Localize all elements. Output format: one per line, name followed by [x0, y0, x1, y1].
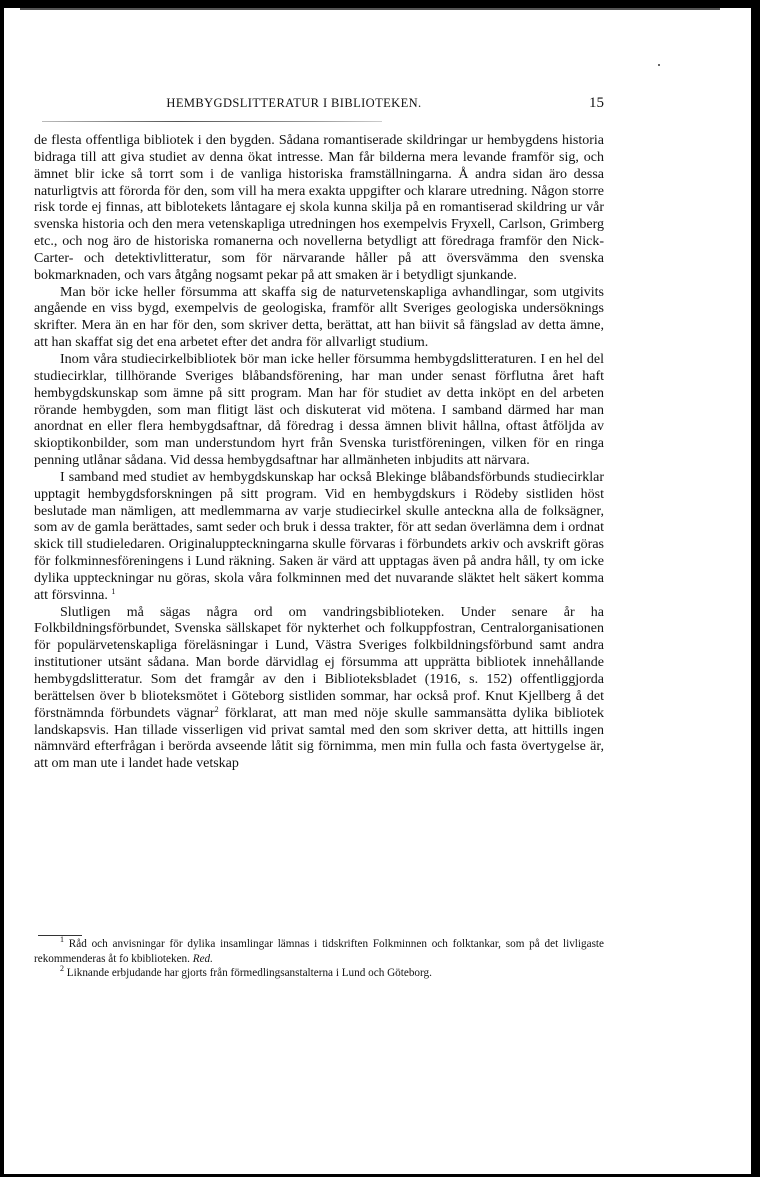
running-header [34, 96, 604, 116]
footnote-text: Råd och anvisningar för dylika insamlingar lämnas i tidskriften Folkminnen och folktankar, som på det livligaste rekommenderas åt fo kbiblioteken. [34, 938, 604, 965]
body-text [34, 133, 604, 773]
footnote-2 [34, 966, 604, 981]
footnote-ref-1[interactable]: 1 [111, 586, 116, 596]
footnote-signature: Red. [192, 952, 213, 965]
running-title: HEMBYGDSLITTERATUR I BIBLIOTEKEN. [166, 96, 422, 110]
paragraph-2 [34, 285, 604, 352]
paragraph-5 [34, 605, 604, 773]
scan-border-right [751, 0, 760, 1177]
footnote-text: Liknande erbjudande har gjorts från förmedlingsanstalterna i Lund och Göteborg. [64, 967, 432, 979]
page-number: 15 [589, 95, 604, 111]
header-rule [42, 121, 382, 122]
paragraph-text: Slutligen må sägas några ord om vandringsbiblioteken. Under senare år ha Folkbildningsförbundet, Svenska sällskapet för nykterhet och folkuppfostran, Centralorganisationen för populärvetenskapliga föreläsningar i Lund, Västra Sveriges folkbildningsförbund samt andra institutioner utsänt sådana. Man borde därvidlag ej försumma att upprätta bibliotek innehållande hembygdslitteratur. Som det framgår av den i Biblioteksbladet (1916, s. 152) offentliggjorda berättelsen över b blioteksmötet i Göteborg sistliden sommar, har också prof. Knut Kjellberg å det förstnämnda förbundets vägnar [34, 604, 604, 721]
paragraph-text: Man bör icke heller försumma att skaffa sig de naturvetenskapliga avhandlingar, som utgivits angående en viss bygd, exempelvis de geologiska, framför allt Sveriges geologiska undersöknings skrifter. Mera än en har för den, som skriver detta, berättat, att han biivit så fängslad av detta ämne, att han skaffat sig det ena arbetet efter det andra för allvarligt studium. [34, 284, 604, 351]
paragraph-text: I samband med studiet av hembygdskunskap har också Blekinge blåbandsförbunds studiecirklar upptagit hembygdsforskningen på sitt program. Vid en hembygdskurs i Rödeby sistliden höst beslutade man nämligen, att medlemmarna av varje studiecirkel skulle anteckna alla de folksägner, som av de gamla berättades, samt seder och bruk i dessa trakter, för att sedan överlämna dem i ordnat skick till studieledaren. Originaluppteckningarna skulle förvaras i förbundets arkiv och avskrift göras för folkminnesföreningens i Lund räkning. Saken är värd att upptagas även på andra håll, ty om icke dylika uppteckningar nu göras, skola våra folkminnen med det nuvarande släktet helt säkert komma att försvinna. [34, 469, 604, 603]
footnote-1 [34, 937, 604, 966]
scan-border-left [0, 0, 4, 1177]
scan-speck [658, 64, 660, 66]
scan-border-top [0, 0, 760, 8]
paragraph-text-continued: förklarat, att man med nöje skulle sammansätta dylika bibliotek landskapsvis. Han tillade visserligen vid privat samtal med den som skriver detta, att hittills ingen nämnvärd efterfrågan i berörda avseende låtit sig förnimma, men min fulla och fasta övertygelse är, att om man ute i landet hade vetskap [34, 705, 604, 772]
footnotes [34, 937, 604, 981]
scan-border-top-shadow [20, 8, 720, 10]
paragraph-1 [34, 133, 604, 285]
paragraph-text: de flesta offentliga bibliotek i den bygden. Sådana romantiserade skildringar ur hembygdens historia bidraga till att giva studiet av denna ökat intresse. Man får bilderna mera levande framför sig, och ämnet blir icke så torrt som i de vanliga historiska framställningarna. Å andra sidan äro dessa naturligtvis att förorda för den, som vill ha mera exakta uppgifter och klarare utredning. Någon storre risk torde ej finnas, att biblotekets låntagare ej skola kunna skilja på en romantiserad skildring ur vår svenska historia och den mera vetenskapliga utredningen hos exempelvis Fryxell, Carlson, Grimberg etc., och nog äro de historiska romanerna och novellerna betydligt att föredraga framför den Nick-Carter- och detektivlitteratur, som för närvarande håller på att översvämma den svenska bokmarknaden, och vars åtgång nogsamt pekar på att smaken är i betydligt sjunkande. [34, 133, 604, 283]
footnote-marker: 2 [60, 964, 64, 973]
paragraph-4 [34, 470, 604, 605]
paragraph-3 [34, 352, 604, 470]
footnote-ref-2[interactable]: 2 [214, 704, 219, 714]
footnote-marker: 1 [60, 935, 64, 944]
paragraph-text: Inom våra studiecirkelbibliotek bör man icke heller försumma hembygdslitteraturen. I en hel del studiecirklar, tillhörande Sveriges blåbandsförening, har man under senast förflutna året haft hembygdskunskap som ämne på sitt program. Man har för studiet av detta inköpt en del arbeten rörande hembygden, som man flitigt läst och diskuterat vid mötena. I samband därmed har man anordnat en eller flera hembygdsaftnar, då föredrag i dessa ämnen blivit hållna, oftast åtföljda av skioptikonbilder, som man understundom hyrt från Svenska turistföreningen, vilken för en ringa penning utlånar sådana. Vid dessa hembygdsaftnar har allmänheten inbjudits att närvara. [34, 351, 604, 469]
